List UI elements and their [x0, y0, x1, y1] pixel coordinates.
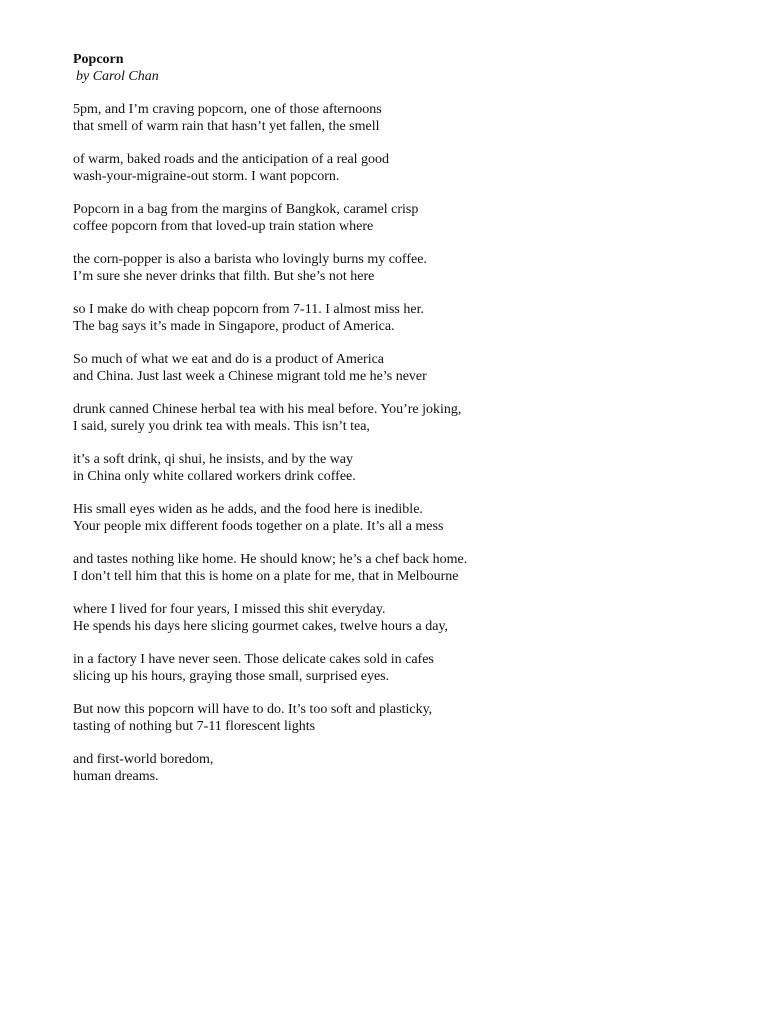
poem-line: The bag says it’s made in Singapore, product of America.	[73, 319, 395, 334]
stanza	[73, 251, 733, 285]
poem-line: and China. Just last week a Chinese migrant told me he’s never	[73, 369, 427, 384]
poem-line: where I lived for four years, I missed this shit everyday.	[73, 602, 386, 617]
poem-line: and tastes nothing like home. He should know; he’s a chef back home.	[73, 552, 468, 567]
poem-line: coffee popcorn from that loved-up train station where	[73, 219, 374, 234]
stanza	[73, 401, 733, 435]
poem-line: tasting of nothing but 7-11 florescent lights	[73, 719, 316, 734]
stanza	[73, 451, 733, 485]
poem-line: wash-your-migraine-out storm. I want popcorn.	[73, 169, 340, 184]
poem-line: Your people mix different foods together on a plate. It’s all a mess	[73, 519, 444, 534]
poem-line: of warm, baked roads and the anticipation of a real good	[73, 152, 390, 167]
poem-line: So much of what we eat and do is a product of America	[73, 352, 385, 367]
poem-line: I said, surely you drink tea with meals. This isn’t tea,	[73, 419, 370, 434]
poem-title: Popcorn	[73, 52, 124, 67]
poem-line: it’s a soft drink, qi shui, he insists, and by the way	[73, 452, 353, 467]
poem-page	[73, 51, 733, 801]
stanza	[73, 101, 733, 135]
poem-line: But now this popcorn will have to do. It’s too soft and plasticky,	[73, 702, 433, 717]
stanza	[73, 701, 733, 735]
poem-line: that smell of warm rain that hasn’t yet fallen, the smell	[73, 119, 380, 134]
stanza	[73, 751, 733, 785]
poem-line: 5pm, and I’m craving popcorn, one of those afternoons	[73, 102, 382, 117]
stanza	[73, 151, 733, 185]
poem-line: in China only white collared workers drink coffee.	[73, 469, 356, 484]
poem-line: drunk canned Chinese herbal tea with his meal before. You’re joking,	[73, 402, 462, 417]
poem-line: His small eyes widen as he adds, and the food here is inedible.	[73, 502, 423, 517]
poem-line: human dreams.	[73, 769, 159, 784]
poem-body	[73, 101, 733, 785]
poem-line: so I make do with cheap popcorn from 7-11. I almost miss her.	[73, 302, 424, 317]
poem-line: He spends his days here slicing gourmet cakes, twelve hours a day,	[73, 619, 449, 634]
stanza	[73, 651, 733, 685]
poem-byline: by Carol Chan	[76, 69, 159, 84]
poem-line: slicing up his hours, graying those small, surprised eyes.	[73, 669, 390, 684]
poem-line: I’m sure she never drinks that filth. But she’s not here	[73, 269, 375, 284]
poem-line: Popcorn in a bag from the margins of Bangkok, caramel crisp	[73, 202, 419, 217]
stanza	[73, 601, 733, 635]
poem-line: the corn-popper is also a barista who lovingly burns my coffee.	[73, 252, 427, 267]
stanza	[73, 501, 733, 535]
stanza	[73, 551, 733, 585]
poem-line: in a factory I have never seen. Those delicate cakes sold in cafes	[73, 652, 434, 667]
poem-line: I don’t tell him that this is home on a plate for me, that in Melbourne	[73, 569, 459, 584]
stanza	[73, 301, 733, 335]
stanza	[73, 201, 733, 235]
poem-line: and first-world boredom,	[73, 752, 214, 767]
stanza	[73, 351, 733, 385]
